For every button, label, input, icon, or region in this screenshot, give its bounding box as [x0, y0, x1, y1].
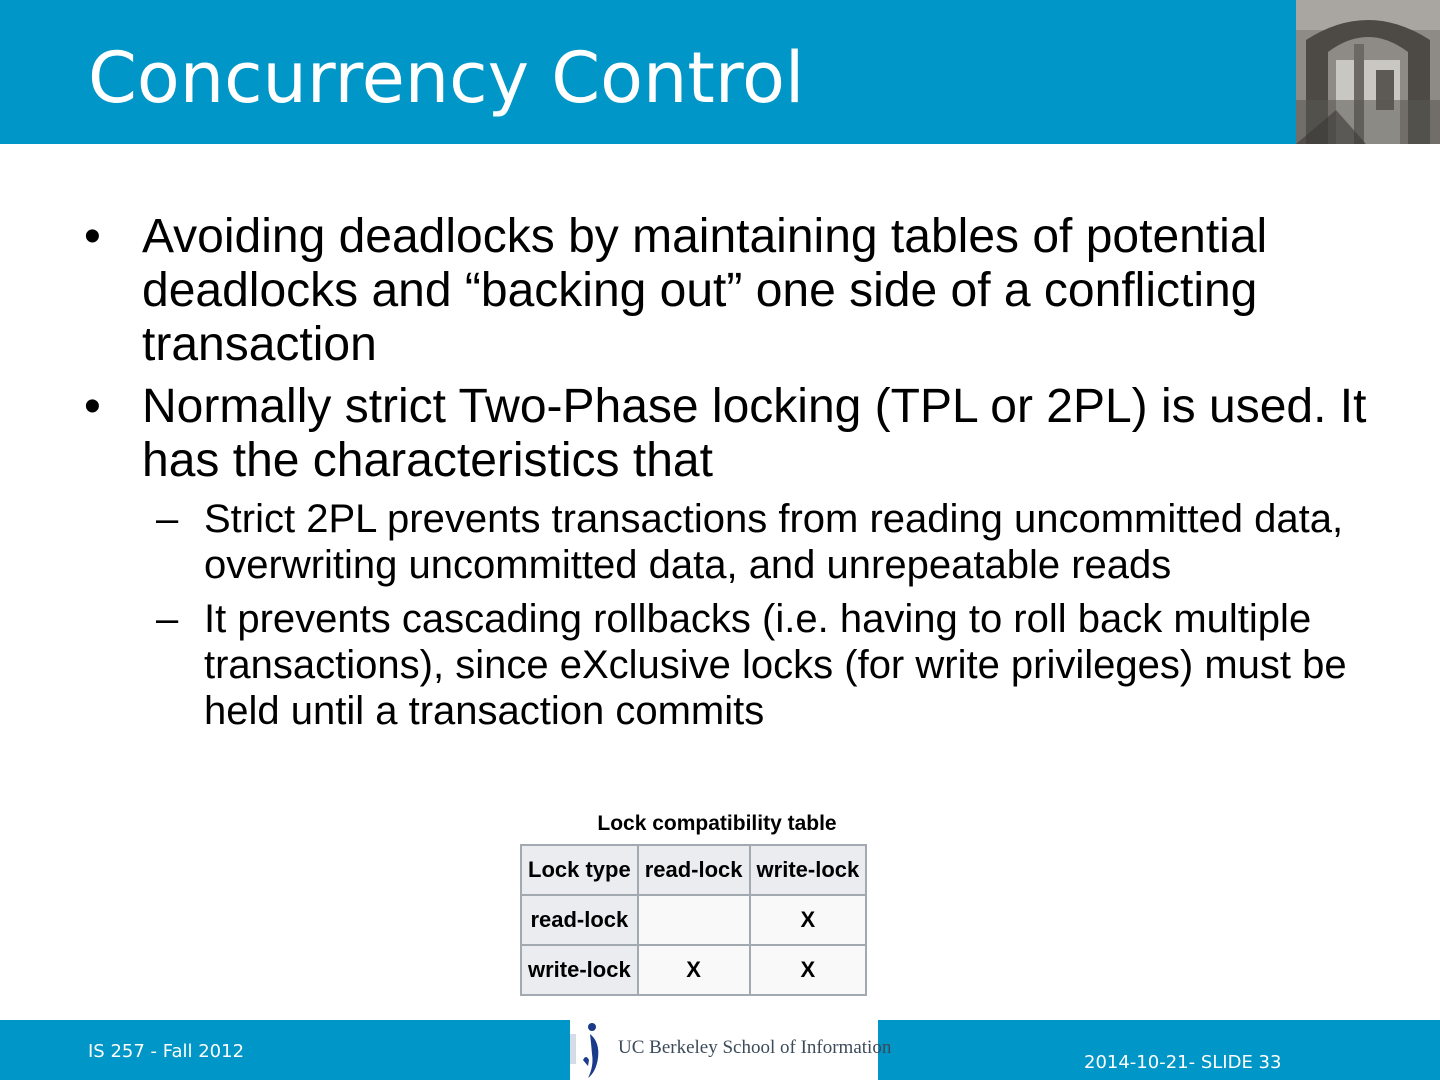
footer-slide-number: 2014-10-21- SLIDE 33: [1084, 1052, 1282, 1073]
bullet-marker: •: [84, 380, 101, 433]
table-cell: X: [750, 895, 867, 945]
table-cell: X: [750, 945, 867, 995]
row-header-cell: read-lock: [521, 895, 638, 945]
ischool-logo: [570, 1020, 892, 1080]
title-bar: [0, 0, 1440, 144]
bullet-item: [84, 210, 1374, 372]
header-cell: write-lock: [750, 845, 867, 895]
sub-bullet-text: It prevents cascading rollbacks (i.e. having to roll back multiple transactions), since eXclusive locks (for write privileges) must be held until a transaction commits: [204, 597, 1347, 733]
footer-bar-left: [0, 1020, 570, 1080]
bullet-text: Normally strict Two-Phase locking (TPL or 2PL) is used. It has the characteristics that: [142, 380, 1367, 487]
ischool-i-icon: [570, 1020, 610, 1080]
logo-text: UC Berkeley School of Information: [618, 1037, 892, 1058]
bullet-item: [84, 380, 1374, 488]
sub-bullet-item: [146, 596, 1374, 734]
bullet-marker: •: [84, 210, 101, 263]
header-cell: Lock type: [521, 845, 638, 895]
table-cell: X: [638, 945, 750, 995]
table-row: [521, 895, 866, 945]
slide-title: Concurrency Control: [88, 37, 805, 119]
bullet-text: Avoiding deadlocks by maintaining tables of potential deadlocks and “backing out” one side of a conflicting transaction: [142, 210, 1268, 371]
header-cell: read-lock: [638, 845, 750, 895]
lock-compatibility-table: [520, 810, 914, 996]
sub-bullet-text: Strict 2PL prevents transactions from reading uncommitted data, overwriting uncommitted data, and unrepeatable reads: [204, 497, 1344, 587]
campus-building-photo: [1296, 0, 1440, 144]
sub-bullet-item: [146, 496, 1374, 588]
table-caption: Lock compatibility table: [597, 812, 837, 835]
lock-table-grid: [520, 844, 867, 996]
sub-bullet-marker: –: [156, 497, 179, 541]
table-cell: [638, 895, 750, 945]
slide-body: [84, 210, 1374, 742]
table-header-row: [521, 845, 866, 895]
footer-course-label: IS 257 - Fall 2012: [88, 1041, 245, 1062]
row-header-cell: write-lock: [521, 945, 638, 995]
sub-bullet-marker: –: [156, 597, 179, 641]
table-row: [521, 945, 866, 995]
